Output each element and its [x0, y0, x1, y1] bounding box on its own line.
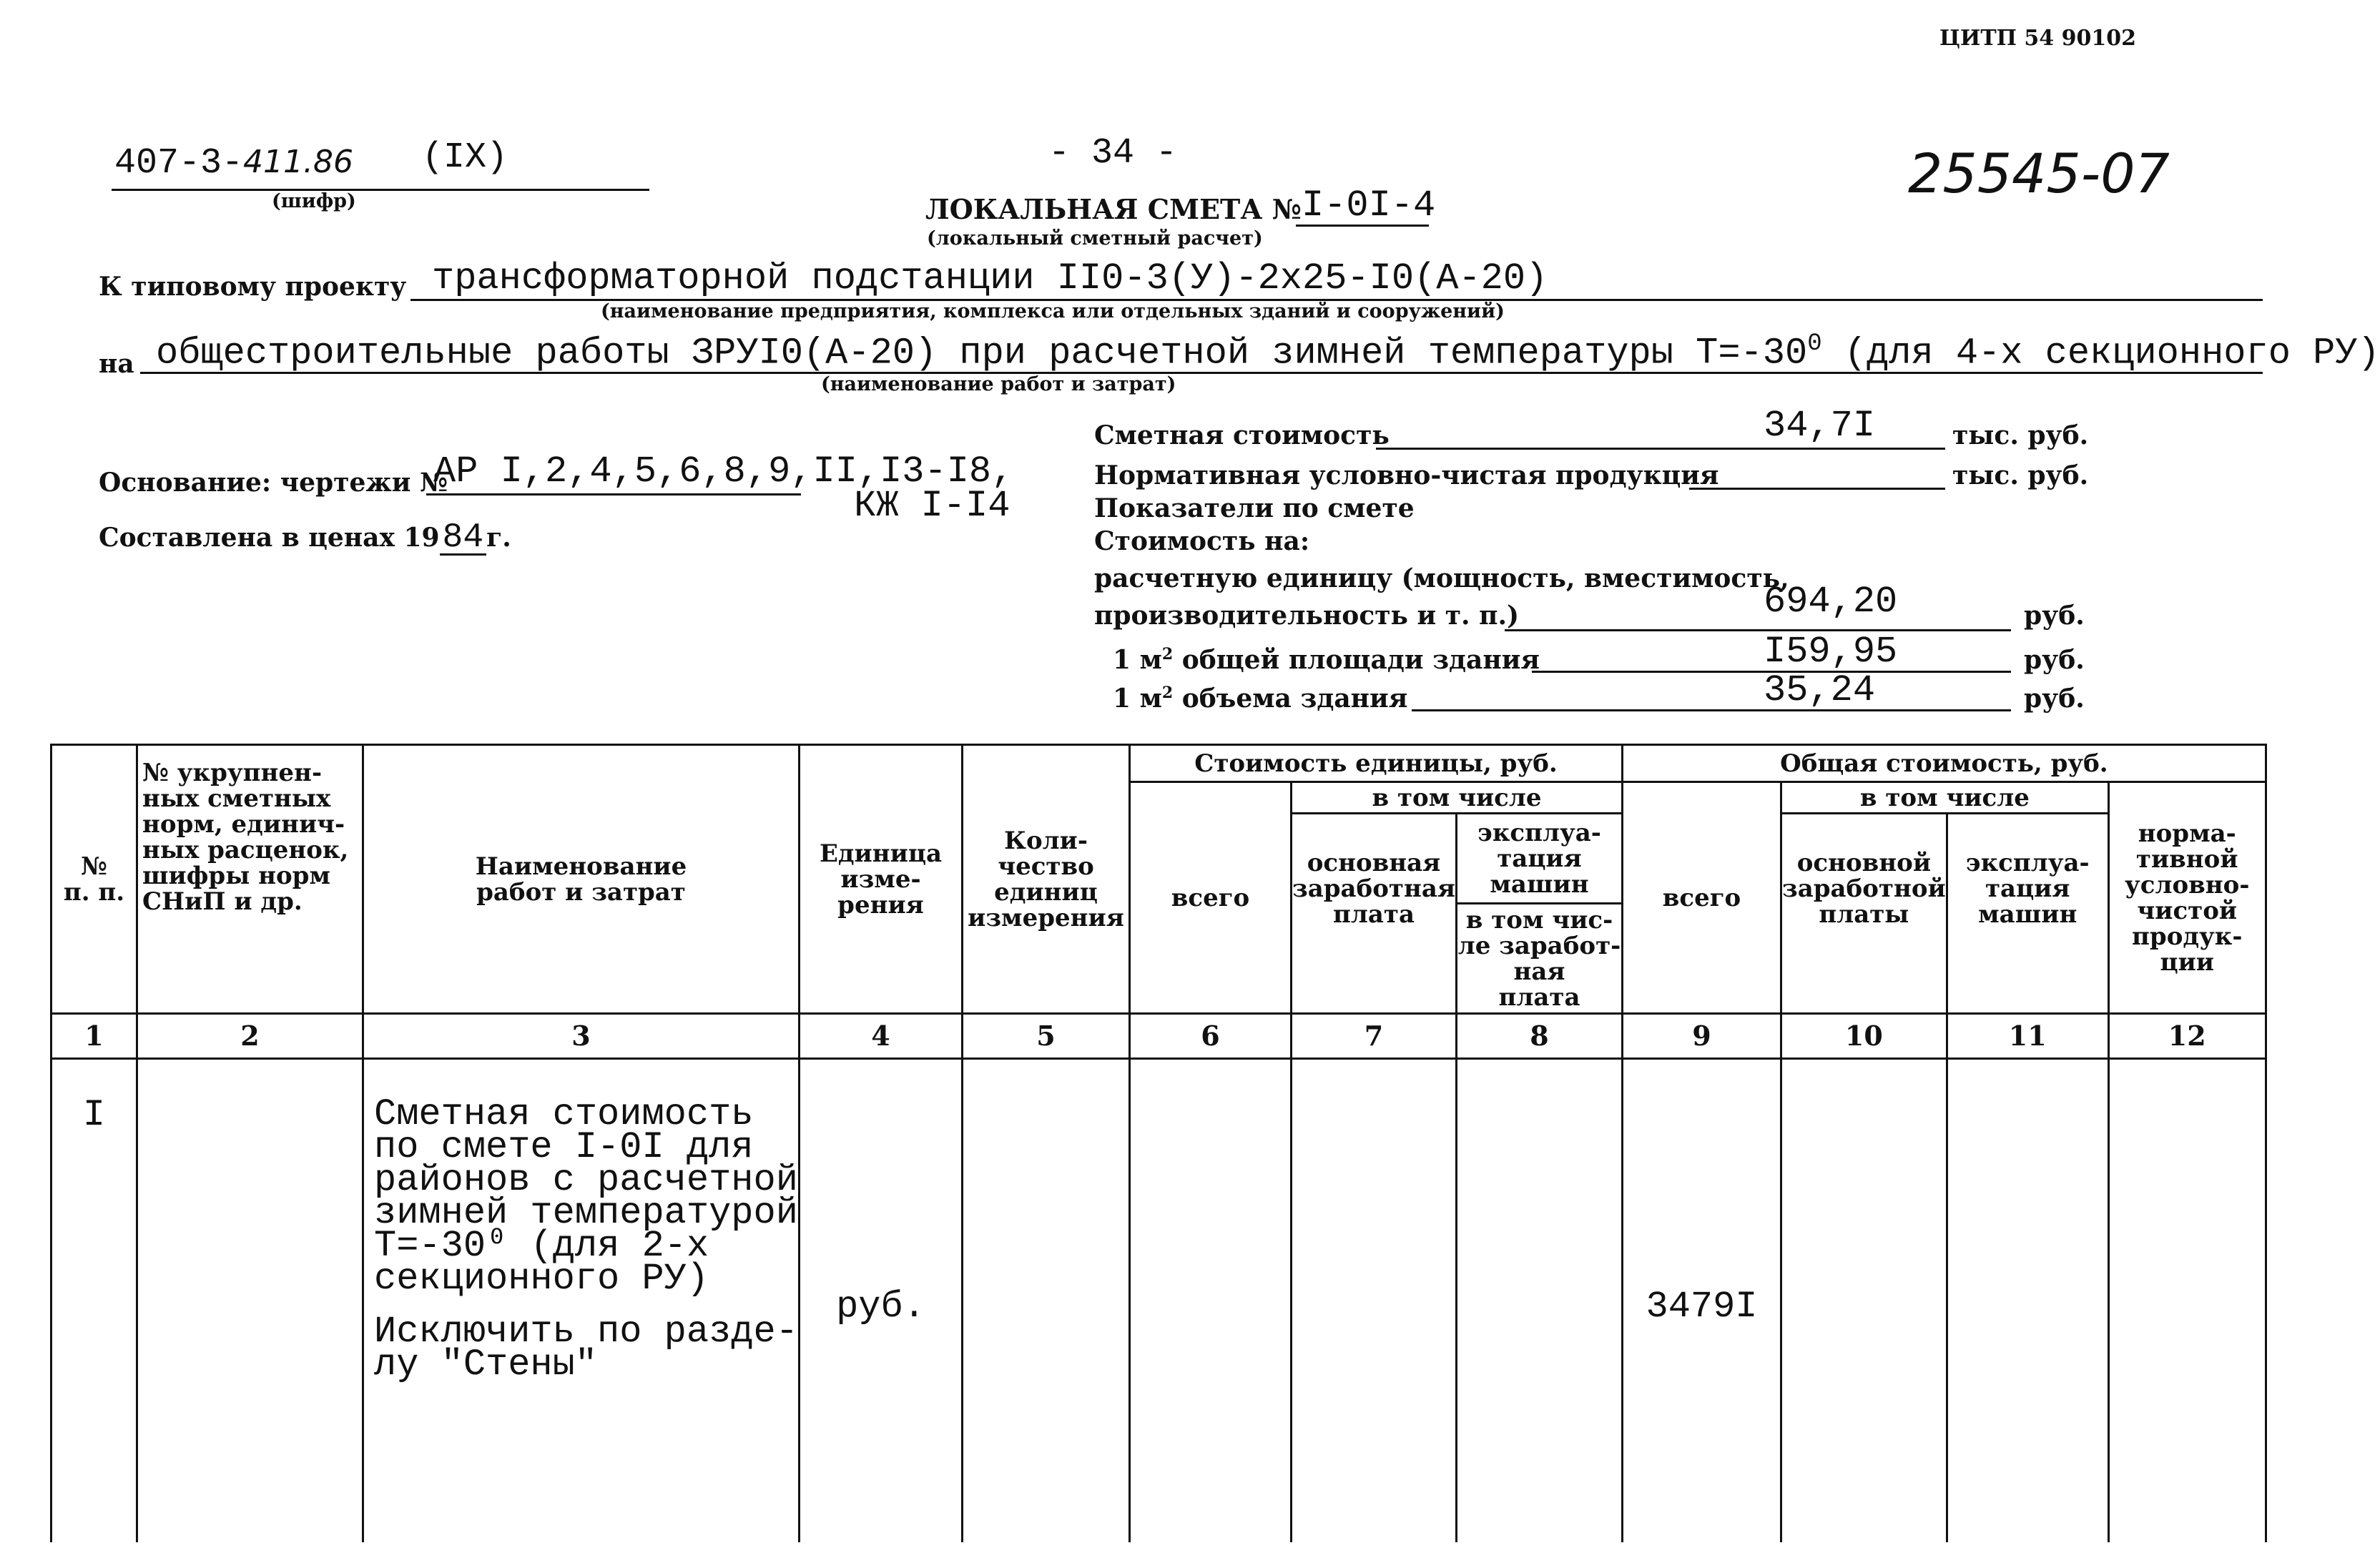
row-quantity: [963, 1059, 1130, 1542]
basis-drawings-line1: АР I,2,4,5,6,8,9,II,I3-I8,: [433, 450, 1014, 493]
works-value-degree: 0: [1807, 330, 1822, 358]
column-number: 4: [800, 1014, 963, 1059]
header-unit-cost-total: всего: [1130, 782, 1292, 1014]
volume-label-sup: 2: [1161, 684, 1174, 702]
volume-cost-underline: [1412, 709, 2011, 711]
prices-label-post: г.: [486, 523, 511, 553]
row-total-base-wage: [1781, 1059, 1947, 1542]
area-cost-unit: руб.: [2024, 645, 2085, 675]
estimate-table: [50, 744, 2267, 1542]
header-unit-cost-including: в том числе: [1292, 782, 1623, 814]
cipher-underline: [112, 189, 649, 191]
column-number: 2: [137, 1014, 363, 1059]
row-work-note: Исключить по разде- лу "Стены": [374, 1311, 798, 1386]
header-machine-wage: в том чис- ле заработ- ная плата: [1457, 904, 1623, 1014]
cost-unit: тыс. руб.: [1952, 420, 2089, 450]
header-net-product: норма- тивной условно- чистой продук- ции: [2108, 782, 2266, 1014]
cost-value: 34,7I: [1764, 405, 1876, 447]
cost-label: Сметная стоимость: [1094, 420, 1390, 450]
works-caption: (наименование работ и затрат): [821, 373, 1176, 395]
row-net-product: [2108, 1059, 2266, 1542]
area-cost-value: I59,95: [1764, 631, 1898, 673]
cost-per-label: Стоимость на:: [1094, 526, 1310, 556]
page-number: - 34 -: [1048, 133, 1178, 174]
header-machine-operation-total: эксплуа- тация машин: [1947, 814, 2108, 1014]
header-work-name: Наименование работ и затрат: [363, 745, 800, 1014]
header-quantity: Коли- чество единиц измерения: [963, 745, 1130, 1014]
header-norm-codes: № укрупнен- ных сметных норм, единич- ных расценок, шифры норм СНиП и др.: [137, 745, 363, 1014]
document-number-handwritten: 25545-07: [1908, 142, 2170, 205]
area-label: [1113, 645, 1540, 675]
works-value-tail: (для 4-х секционного РУ): [1821, 332, 2380, 375]
unit-cost-label-line2: производительность и т. п.): [1094, 601, 1520, 631]
project-value: трансформаторной подстанции II0-3(У)-2х25-I0(А-20): [432, 257, 1548, 300]
project-caption: (наименование предприятия, комплекса или отдельных зданий и сооружений): [601, 300, 1505, 322]
column-number: 12: [2108, 1014, 2266, 1059]
column-number: 8: [1457, 1014, 1623, 1059]
column-number: 3: [363, 1014, 800, 1059]
header-unit-cost: Стоимость единицы, руб.: [1130, 745, 1623, 782]
area-label-pre: 1 м: [1113, 645, 1162, 675]
volume-label: [1113, 684, 1407, 714]
volume-label-post: объема здания: [1173, 684, 1408, 714]
header-row-number: № п. п.: [51, 745, 137, 1014]
header-total-cost: Общая стоимость, руб.: [1623, 745, 2266, 782]
prices-label: [99, 518, 511, 557]
row-number: I: [51, 1059, 137, 1542]
cipher-code-printed: 407-3-: [114, 143, 244, 184]
unit-cost-unit: руб.: [2024, 601, 2085, 631]
cipher-caption: (шифр): [272, 190, 356, 212]
estimate-title-caption: (локальный сметный расчет): [927, 227, 1263, 250]
row-unit-machine: [1457, 1059, 1623, 1542]
row-work-name: [363, 1059, 800, 1542]
column-number: 9: [1623, 1014, 1781, 1059]
unit-cost-underline: [1505, 629, 2011, 631]
header-base-wage: основная заработная плата: [1292, 814, 1457, 1014]
works-value-main: общестроительные работы ЗРУI0(А-20) при расчетной зимней температуры Т=-30: [156, 332, 1808, 375]
prices-label-pre: Составлена в ценах 19: [99, 523, 440, 553]
works-value: [156, 330, 2380, 374]
column-number: 1: [51, 1014, 137, 1059]
works-underline: [140, 372, 2263, 374]
header-machine-operation: эксплуа- тация машин: [1457, 814, 1623, 904]
org-code: ЦИТП 54 90102: [1939, 26, 2136, 51]
table-row: [51, 1059, 2266, 1542]
basis-drawings-line2: КЖ I-I4: [854, 485, 1010, 527]
estimate-number-underline: [1296, 225, 1429, 227]
cipher-code: [114, 143, 353, 184]
works-label: на: [99, 349, 134, 379]
estimate-title: ЛОКАЛЬНАЯ СМЕТА №: [925, 193, 1302, 225]
header-base-wage-total: основной заработной платы: [1781, 814, 1947, 1014]
row-unit: руб.: [800, 1059, 963, 1542]
column-number: 10: [1781, 1014, 1947, 1059]
row-unit-base-wage: [1292, 1059, 1457, 1542]
prices-year: 84: [440, 522, 487, 556]
header-total-cost-including: в том числе: [1781, 782, 2109, 814]
cost-underline: [1376, 448, 1945, 450]
net-product-unit: тыс. руб.: [1952, 460, 2089, 490]
area-label-post: общей площади здания: [1173, 645, 1540, 675]
volume-label-pre: 1 м: [1113, 684, 1162, 714]
column-number: 5: [963, 1014, 1130, 1059]
header-total-cost-total: всего: [1623, 782, 1781, 1014]
indicators-label: Показатели по смете: [1094, 493, 1415, 523]
row-work-description: Сметная стоимость по смете I-0I для районов с расчетной зимней температурой Т=-30⁰ (для 2-х секционного РУ): [374, 1093, 798, 1300]
project-label: К типовому проекту: [99, 272, 407, 302]
area-label-sup: 2: [1161, 645, 1174, 664]
row-total-machine: [1947, 1059, 2108, 1542]
row-norm-code: [137, 1059, 363, 1542]
column-number: 7: [1292, 1014, 1457, 1059]
net-product-underline: [1689, 488, 1945, 490]
column-number: 6: [1130, 1014, 1292, 1059]
estimate-number: I-0I-4: [1302, 184, 1436, 227]
row-total-cost: 3479I: [1623, 1059, 1781, 1542]
cipher-code-handwritten: 411.86: [243, 144, 353, 180]
basis-label: Основание: чертежи №: [99, 468, 448, 498]
header-unit: Единица изме- рения: [800, 745, 963, 1014]
volume-cost-unit: руб.: [2024, 684, 2085, 714]
volume-cost-value: 35,24: [1764, 669, 1876, 711]
unit-cost-value: 694,20: [1764, 581, 1898, 623]
column-number: 11: [1947, 1014, 2108, 1059]
column-numbers-row: [51, 1014, 2266, 1059]
unit-cost-label-line1: расчетную единицу (мощность, вместимость,: [1094, 563, 1789, 593]
row-unit-cost-total: [1130, 1059, 1292, 1542]
net-product-label: Нормативная условно-чистая продукция: [1094, 460, 1719, 490]
cipher-volume: (IX): [422, 137, 508, 178]
basis-underline: [426, 493, 801, 495]
